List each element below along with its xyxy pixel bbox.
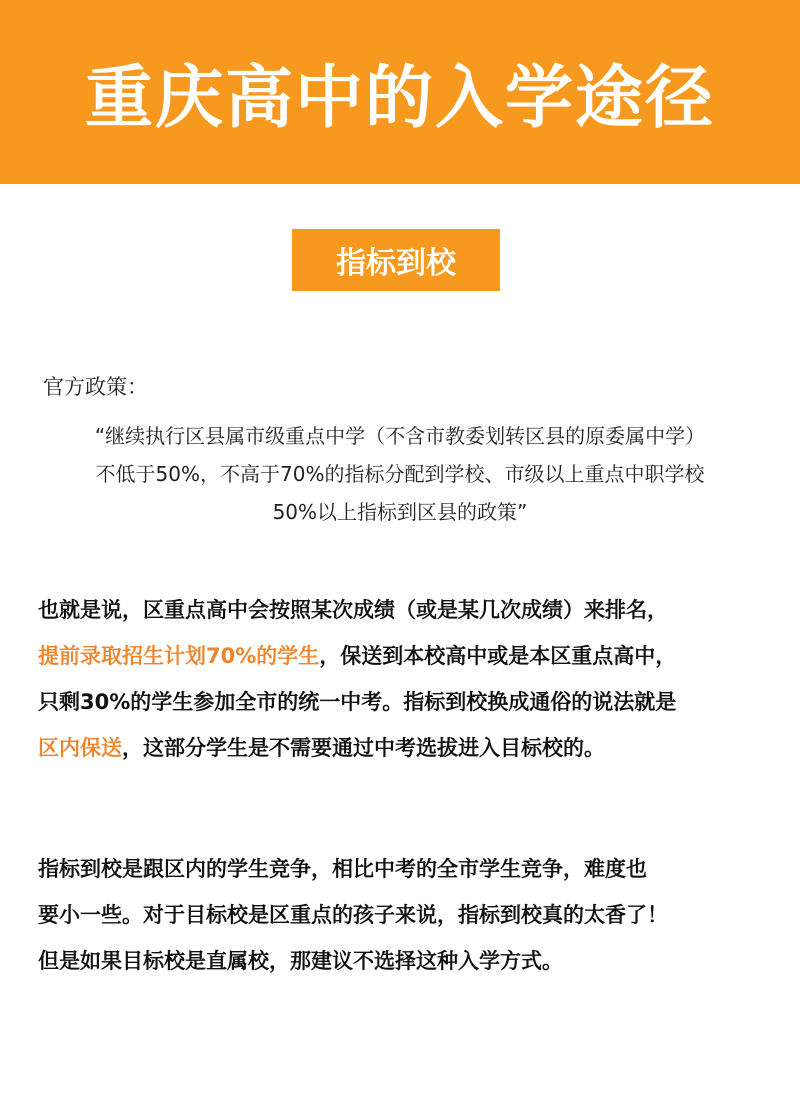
paragraph-line: 但是如果目标校是直属校，那建议不选择这种入学方式。 (38, 949, 563, 973)
policy-quote (20, 417, 780, 531)
page-title: 重庆高中的入学途径 (84, 58, 715, 138)
paragraph-line: 也就是说，区重点高中会按照某次成绩（或是某几次成绩）来排名， (38, 598, 668, 622)
header-banner (0, 0, 800, 184)
quote-line: “继续执行区县属市级重点中学（不含市教委划转区县的原委属中学） (94, 424, 706, 448)
explanation-paragraph (38, 587, 768, 771)
paragraph-line (38, 725, 768, 771)
paragraph-line (38, 633, 768, 679)
highlight-text: 提前录取招生计划70%的学生 (38, 644, 320, 668)
paragraph-line: 指标到校是跟区内的学生竞争，相比中考的全市学生竞争，难度也 (38, 857, 647, 881)
paragraph-line: 要小一些。对于目标校是区重点的孩子来说，指标到校真的太香了！ (38, 903, 668, 927)
paragraph-text: ，保送到本校高中或是本区重点高中， (319, 644, 677, 668)
quote-line: 50%以上指标到区县的政策” (272, 500, 528, 524)
paragraph-text: ，这部分学生是不需要通过中考选拔进入目标校的。 (122, 736, 605, 760)
section-badge: 指标到校 (292, 229, 500, 291)
quote-line: 不低于50%，不高于70%的指标分配到学校、市级以上重点中职学校 (95, 462, 705, 486)
highlight-text: 区内保送 (38, 736, 122, 760)
summary-paragraph (38, 846, 768, 984)
paragraph-line: 只剩30%的学生参加全市的统一中考。指标到校换成通俗的说法就是 (38, 690, 677, 714)
policy-label: 官方政策： (43, 375, 148, 399)
